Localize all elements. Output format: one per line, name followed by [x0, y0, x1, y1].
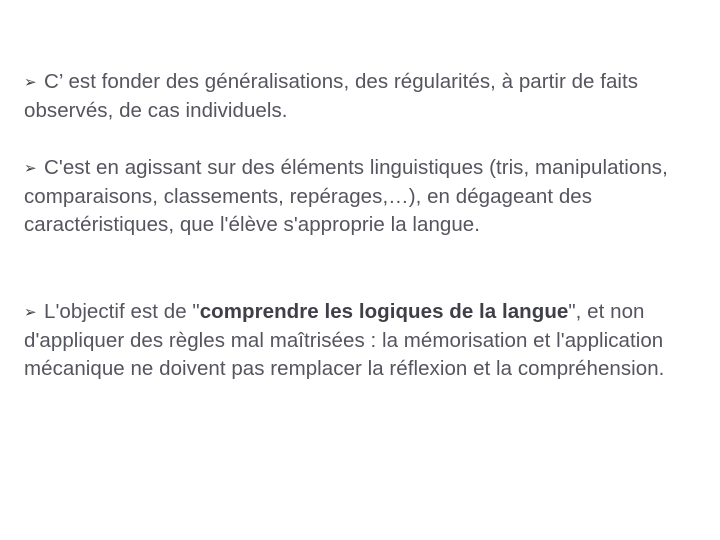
bullet-text-before: L'objectif est de " [44, 300, 200, 323]
bullet-objectif [24, 298, 708, 384]
bullet-text-after: ", et non d'appliquer des règles mal maîtrisées : la mémorisation et l'application mécanique ne doivent pas remplacer la réflexion et la compréhension. [24, 300, 665, 380]
arrowhead-bullet-icon: ➢ [24, 303, 37, 321]
bullet-generalisation [24, 68, 708, 125]
bullet-manipulation [24, 154, 708, 240]
arrowhead-bullet-icon: ➢ [24, 159, 37, 177]
bullet-text: C’ est fonder des généralisations, des régularités, à partir de faits observés, de cas individuels. [24, 70, 639, 122]
bullet-text: C'est en agissant sur des éléments linguistiques (tris, manipulations, comparaisons, classements, repérages,…), en dégageant des caractéristiques, que l'élève s'approprie la langue. [24, 156, 668, 236]
slide-content [24, 0, 708, 540]
bullet-text-emphasis: comprendre les logiques de la langue [199, 300, 569, 323]
arrowhead-bullet-icon: ➢ [24, 73, 37, 91]
